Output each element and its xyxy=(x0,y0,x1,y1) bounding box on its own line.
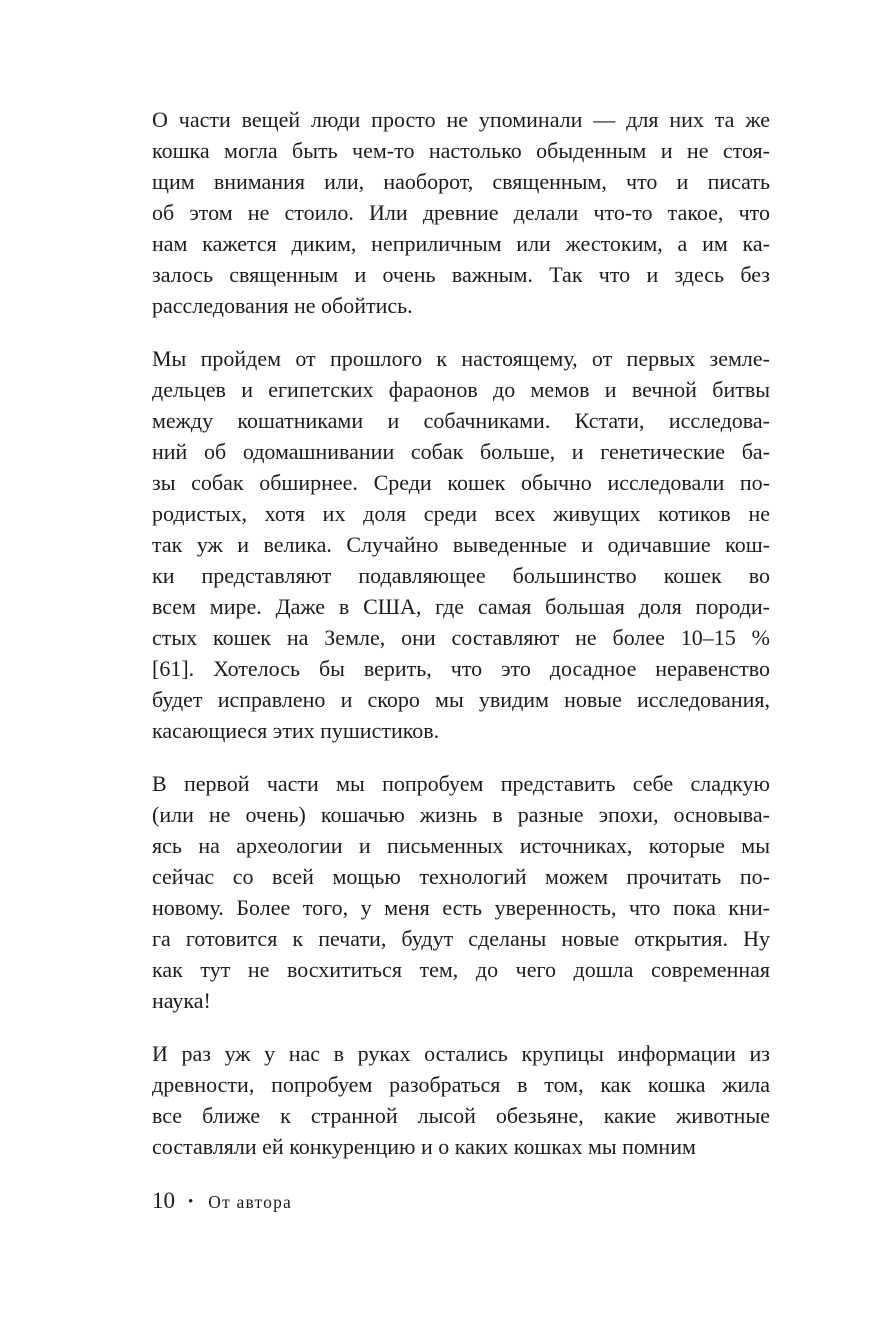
page-footer xyxy=(152,1186,292,1216)
text-line: родистых, хотя их доля среди всех живущих котиков не xyxy=(152,501,770,526)
text-line: расследования не обойтись. xyxy=(152,293,413,318)
text-line: залось священным и очень важным. Так что и здесь без xyxy=(152,262,770,287)
text-line: ясь на археологии и письменных источниках, которые мы xyxy=(152,833,770,858)
text-line: новому. Более того, у меня есть уверенность, что пока кни- xyxy=(152,895,770,920)
text-line: стых кошек на Земле, они составляют не более 10–15 % xyxy=(152,625,770,650)
text-line: (или не очень) кошачью жизнь в разные эпохи, основыва- xyxy=(152,802,770,827)
paragraph xyxy=(152,1038,770,1162)
text-line: кошка могла быть чем-то настолько обыденным и не стоя- xyxy=(152,138,770,163)
text-line: об этом не стоило. Или древние делали что-то такое, что xyxy=(152,200,770,225)
text-line: древности, попробуем разобраться в том, как кошка жила xyxy=(152,1072,770,1097)
paragraph xyxy=(152,343,770,746)
text-line: так уж и велика. Случайно выведенные и одичавшие кош- xyxy=(152,532,770,557)
page-text xyxy=(152,104,770,1162)
text-line: дельцев и египетских фараонов до мемов и вечной битвы xyxy=(152,377,770,402)
paragraph xyxy=(152,768,770,1016)
text-line: всем мире. Даже в США, где самая большая доля породи- xyxy=(152,594,770,619)
text-line: щим внимания или, наоборот, священным, что и писать xyxy=(152,169,770,194)
text-line: зы собак обширнее. Среди кошек обычно исследовали по- xyxy=(152,470,770,495)
footer-bullet-separator: • xyxy=(188,1194,194,1210)
page-number: 10 xyxy=(152,1188,175,1213)
text-line: будет исправлено и скоро мы увидим новые исследования, xyxy=(152,687,770,712)
text-line: все ближе к странной лысой обезьяне, какие животные xyxy=(152,1103,770,1128)
text-line: га готовится к печати, будут сделаны новые открытия. Ну xyxy=(152,926,770,951)
text-line: ки представляют подавляющее большинство кошек во xyxy=(152,563,770,588)
text-line: касающиеся этих пушистиков. xyxy=(152,718,440,743)
paragraph xyxy=(152,104,770,321)
text-line: между кошатниками и собачниками. Кстати, исследова- xyxy=(152,408,770,433)
text-line: Мы пройдем от прошлого к настоящему, от первых земле- xyxy=(152,346,770,371)
text-line: нам кажется диким, неприличным или жестоким, а им ка- xyxy=(152,231,770,256)
text-line: В первой части мы попробуем представить себе сладкую xyxy=(152,771,770,796)
text-line: как тут не восхититься тем, до чего дошла современная xyxy=(152,957,770,982)
running-title: От автора xyxy=(208,1192,293,1212)
text-line: И раз уж у нас в руках остались крупицы информации из xyxy=(152,1041,770,1066)
text-line: О части вещей люди просто не упоминали — для них та же xyxy=(152,107,770,132)
text-line: сейчас со всей мощью технологий можем прочитать по- xyxy=(152,864,770,889)
text-line: [61]. Хотелось бы верить, что это досадное неравенство xyxy=(152,656,770,681)
text-line: наука! xyxy=(152,988,211,1013)
text-line: ний об одомашнивании собак больше, и генетические ба- xyxy=(152,439,770,464)
text-line: составляли ей конкуренцию и о каких кошках мы помним xyxy=(152,1134,696,1159)
